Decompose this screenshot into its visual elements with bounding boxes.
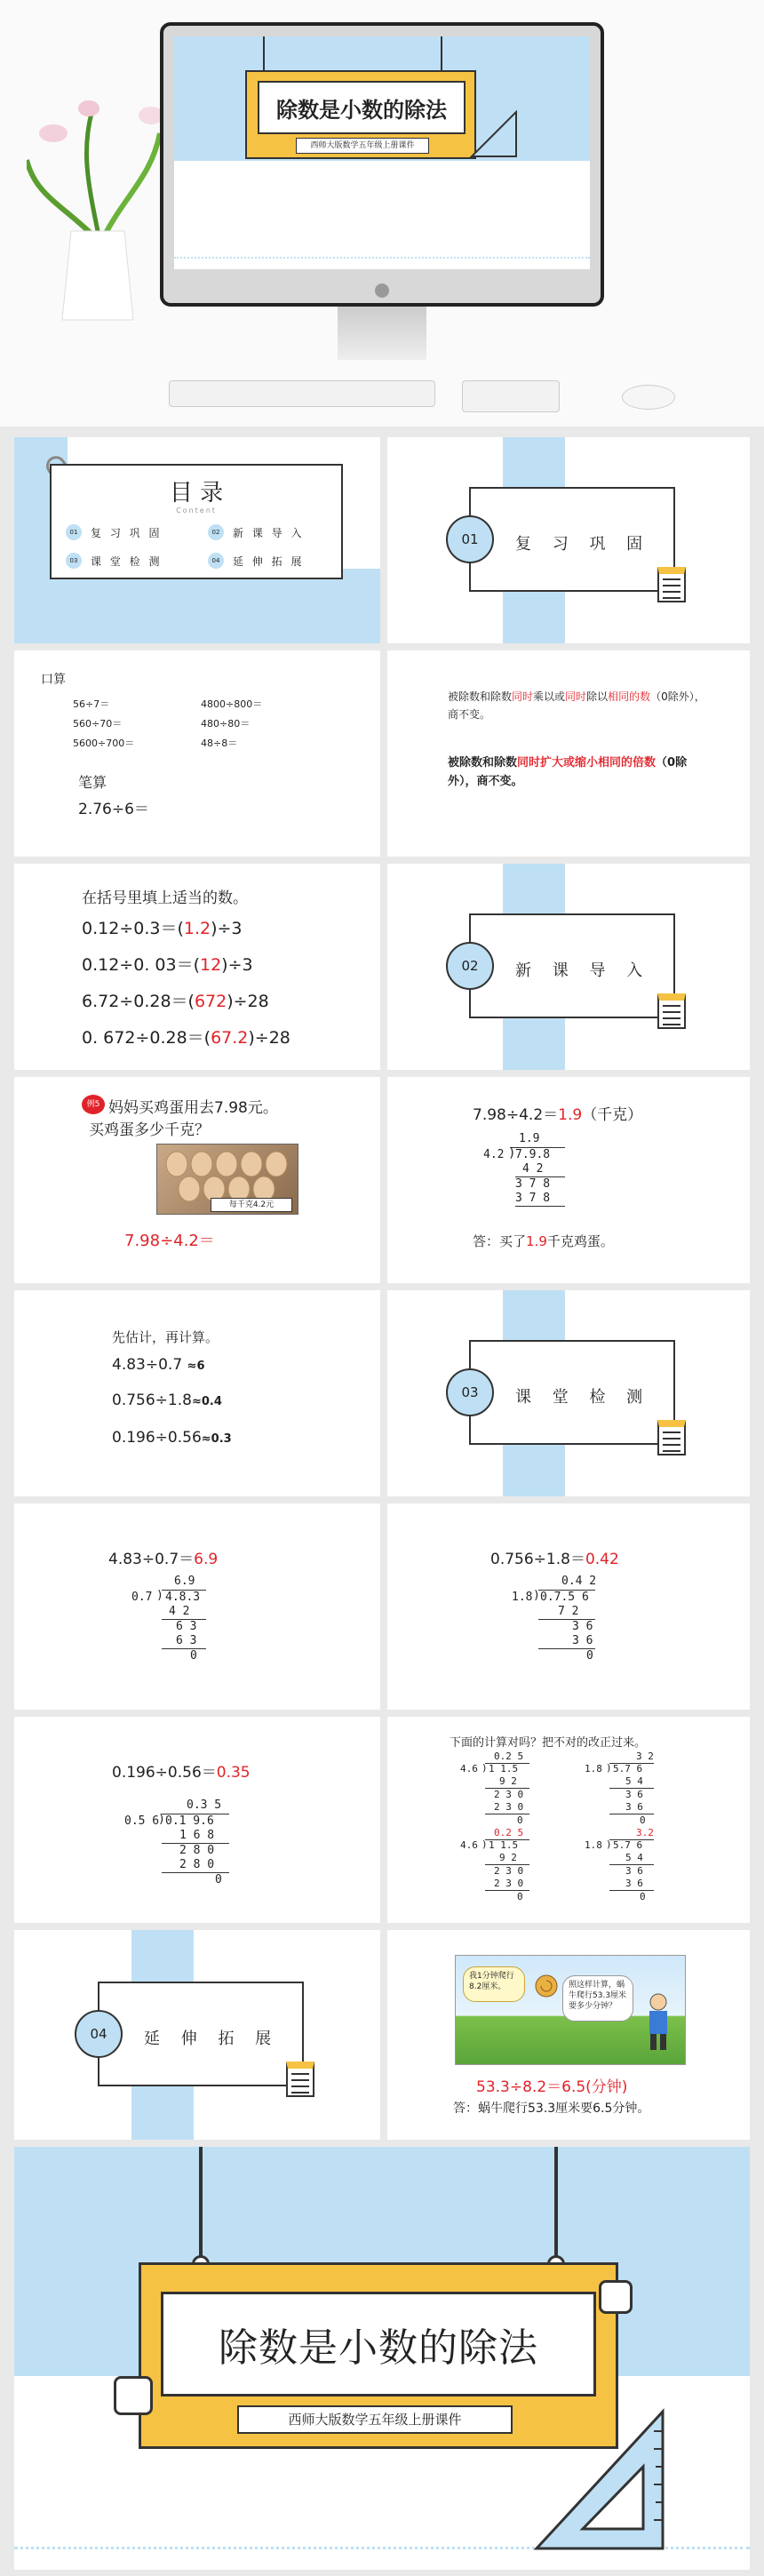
keyboard xyxy=(169,380,435,407)
child-icon xyxy=(641,1991,676,2054)
long-division: 1.9 4.2 ) 7.9.8 4 2 3 7 8 3 7 8 xyxy=(483,1132,590,1239)
document-icon xyxy=(657,993,686,1029)
section-title: 课 堂 检 测 xyxy=(515,1388,651,1407)
document-icon xyxy=(657,1420,686,1455)
hero-section xyxy=(0,0,764,427)
section-number: 04 xyxy=(75,2010,123,2058)
slide-calc-1 xyxy=(14,1503,380,1710)
cover-title-frame xyxy=(245,70,476,159)
closing-subtitle: 西师大版数学五年级上册课件 xyxy=(237,2405,513,2434)
snail-icon xyxy=(530,1972,562,1998)
section-number: 03 xyxy=(446,1368,494,1416)
slide-section-02 xyxy=(387,864,750,1070)
snail-illustration xyxy=(455,1955,686,2065)
estimate-heading: 先估计，再计算。 xyxy=(112,1329,219,1345)
slide-estimate xyxy=(14,1290,380,1496)
speech-bubble: 我1分钟爬行8.2厘米。 xyxy=(463,1966,525,2002)
solution-equation: 7.98÷4.2＝1.9（千克） xyxy=(473,1106,643,1124)
slide-solution xyxy=(387,1077,750,1283)
oral-item: 560÷70＝ xyxy=(73,718,123,730)
plant-vase-decoration xyxy=(27,98,169,329)
document-icon xyxy=(657,567,686,602)
square-decoration xyxy=(114,2376,153,2415)
estimate-row: 0.756÷1.8≈0.4 xyxy=(112,1392,222,1409)
snail-equation: 53.3÷8.2＝6.5(分钟) xyxy=(476,2078,628,2096)
rule-text-2: 被除数和除数同时扩大或缩小相同的倍数（0除外），商不变。 xyxy=(448,756,688,788)
example-badge: 例5 xyxy=(82,1095,105,1114)
toc-subtitle: Content xyxy=(176,506,217,514)
check-division-a: 0.2 5 4.6 ) 1 1.5 9 2 2 3 0 2 3 0 0 xyxy=(460,1751,558,1830)
example-equation: 7.98÷4.2＝ xyxy=(124,1232,215,1250)
calc-equation: 4.83÷0.7＝6.9 xyxy=(108,1551,219,1568)
toc-item[interactable]: 04 延 伸 拓 展 xyxy=(208,553,304,569)
snail-answer: 答：蜗牛爬行53.3厘米要6.5分钟。 xyxy=(453,2101,650,2116)
slide-section-01 xyxy=(387,437,750,643)
fill-heading: 在括号里填上适当的数。 xyxy=(82,889,248,907)
section-number: 01 xyxy=(446,515,494,563)
slide-toc xyxy=(14,437,380,643)
oral-item: 5600÷700＝ xyxy=(73,738,135,749)
section-box xyxy=(90,1982,304,2086)
estimate-row: 4.83÷0.7 ≈6 xyxy=(112,1356,205,1374)
toc-item[interactable]: 03 课 堂 检 测 xyxy=(66,553,162,569)
fill-row: 0. 672÷0.28＝(67.2)÷28 xyxy=(82,1028,290,1048)
slide-closing-cover xyxy=(14,2147,750,2570)
section-number: 02 xyxy=(446,942,494,990)
document-icon xyxy=(286,2062,314,2097)
price-tag: 每千克4.2元 xyxy=(211,1198,292,1212)
check-heading: 下面的计算对吗？把不对的改正过来。 xyxy=(450,1736,647,1750)
section-box xyxy=(461,1340,675,1445)
slide-example xyxy=(14,1077,380,1283)
check-division-d: 3.2 1.8 ) 5.7 6 5 4 3 6 3 6 0 xyxy=(585,1827,654,1902)
ruler-triangle-icon xyxy=(467,108,521,161)
closing-title: 除数是小数的除法 xyxy=(219,2325,538,2371)
slide-oral xyxy=(14,650,380,857)
fill-row: 0.12÷0. 03＝(12)÷3 xyxy=(82,955,253,975)
slide-fill-blanks xyxy=(14,864,380,1070)
long-division: 0.3 5 0.5 6 ) 0.1 9.6 1 6 8 2 8 0 2 8 0 0 xyxy=(124,1798,267,1914)
calc-equation: 0.756÷1.8＝0.42 xyxy=(490,1551,619,1568)
mouse xyxy=(622,385,675,410)
section-box xyxy=(461,487,675,592)
section-title: 新 课 导 入 xyxy=(515,961,651,980)
check-division-b: 3 2 1.8 ) 5.7 6 5 4 3 6 3 6 0 xyxy=(585,1751,654,1826)
hero-subtitle: 西师大版数学五年级上册课件 xyxy=(296,138,429,154)
ruler-triangle-icon xyxy=(529,2405,672,2556)
example-text: 妈妈买鸡蛋用去7.98元。 xyxy=(108,1099,278,1117)
solution-answer: 答：买了1.9千克鸡蛋。 xyxy=(473,1233,614,1249)
apple-logo-icon xyxy=(375,283,389,298)
fill-row: 6.72÷0.28＝(672)÷28 xyxy=(82,992,269,1011)
toc-item[interactable]: 01 复 习 巩 固 xyxy=(66,524,162,540)
hero-title: 除数是小数的除法 xyxy=(276,97,447,123)
monitor-screen xyxy=(174,36,590,269)
slide-snail xyxy=(387,1930,750,2140)
eggs-image xyxy=(156,1144,298,1215)
written-problem: 2.76÷6＝ xyxy=(78,801,149,818)
toc-title: 目 录 xyxy=(169,480,224,506)
section-box xyxy=(461,913,675,1018)
monitor-frame xyxy=(160,22,604,307)
fill-row: 0.12÷0.3＝(1.2)÷3 xyxy=(82,919,243,938)
oral-item: 48÷8＝ xyxy=(201,738,238,749)
calc-equation: 0.196÷0.56＝0.35 xyxy=(112,1764,251,1782)
slide-calc-3 xyxy=(14,1717,380,1923)
oral-heading: 口算 xyxy=(41,673,66,687)
written-heading: 笔算 xyxy=(78,774,107,791)
oral-item: 4800÷800＝ xyxy=(201,698,263,710)
example-text: 买鸡蛋多少千克？ xyxy=(89,1121,210,1139)
slide-section-04 xyxy=(14,1930,380,2140)
oral-item: 56÷7＝ xyxy=(73,698,110,710)
speech-bubble: 照这样计算，蜗牛爬行53.3厘米要多少分钟？ xyxy=(562,1975,633,2022)
oral-item: 480÷80＝ xyxy=(201,718,251,730)
slide-rule xyxy=(387,650,750,857)
estimate-row: 0.196÷0.56≈0.3 xyxy=(112,1429,232,1447)
square-decoration xyxy=(599,2280,633,2314)
section-title: 延 伸 拓 展 xyxy=(144,2030,280,2048)
toc-item[interactable]: 02 新 课 导 入 xyxy=(208,524,304,540)
slide-check xyxy=(387,1717,750,1923)
slide-calc-2 xyxy=(387,1503,750,1710)
slide-section-03 xyxy=(387,1290,750,1496)
toc-box xyxy=(50,464,343,579)
long-division: 0.4 2 1.8 ) 0.7.5 6 7 2 3 6 3 6 0 xyxy=(512,1575,597,1663)
rule-text-1: 被除数和除数同时乘以或同时除以相同的数（0除外），商不变。 xyxy=(448,690,705,721)
long-division: 6.9 0.7 ) 4.8.3 4 2 6 3 6 3 0 xyxy=(131,1575,238,1690)
section-title: 复 习 巩 固 xyxy=(515,535,651,554)
check-division-c: 0.2 5 4.6 ) 1 1.5 9 2 2 3 0 2 3 0 0 xyxy=(460,1827,558,1907)
trackpad xyxy=(462,380,560,412)
monitor-stand xyxy=(338,307,426,360)
